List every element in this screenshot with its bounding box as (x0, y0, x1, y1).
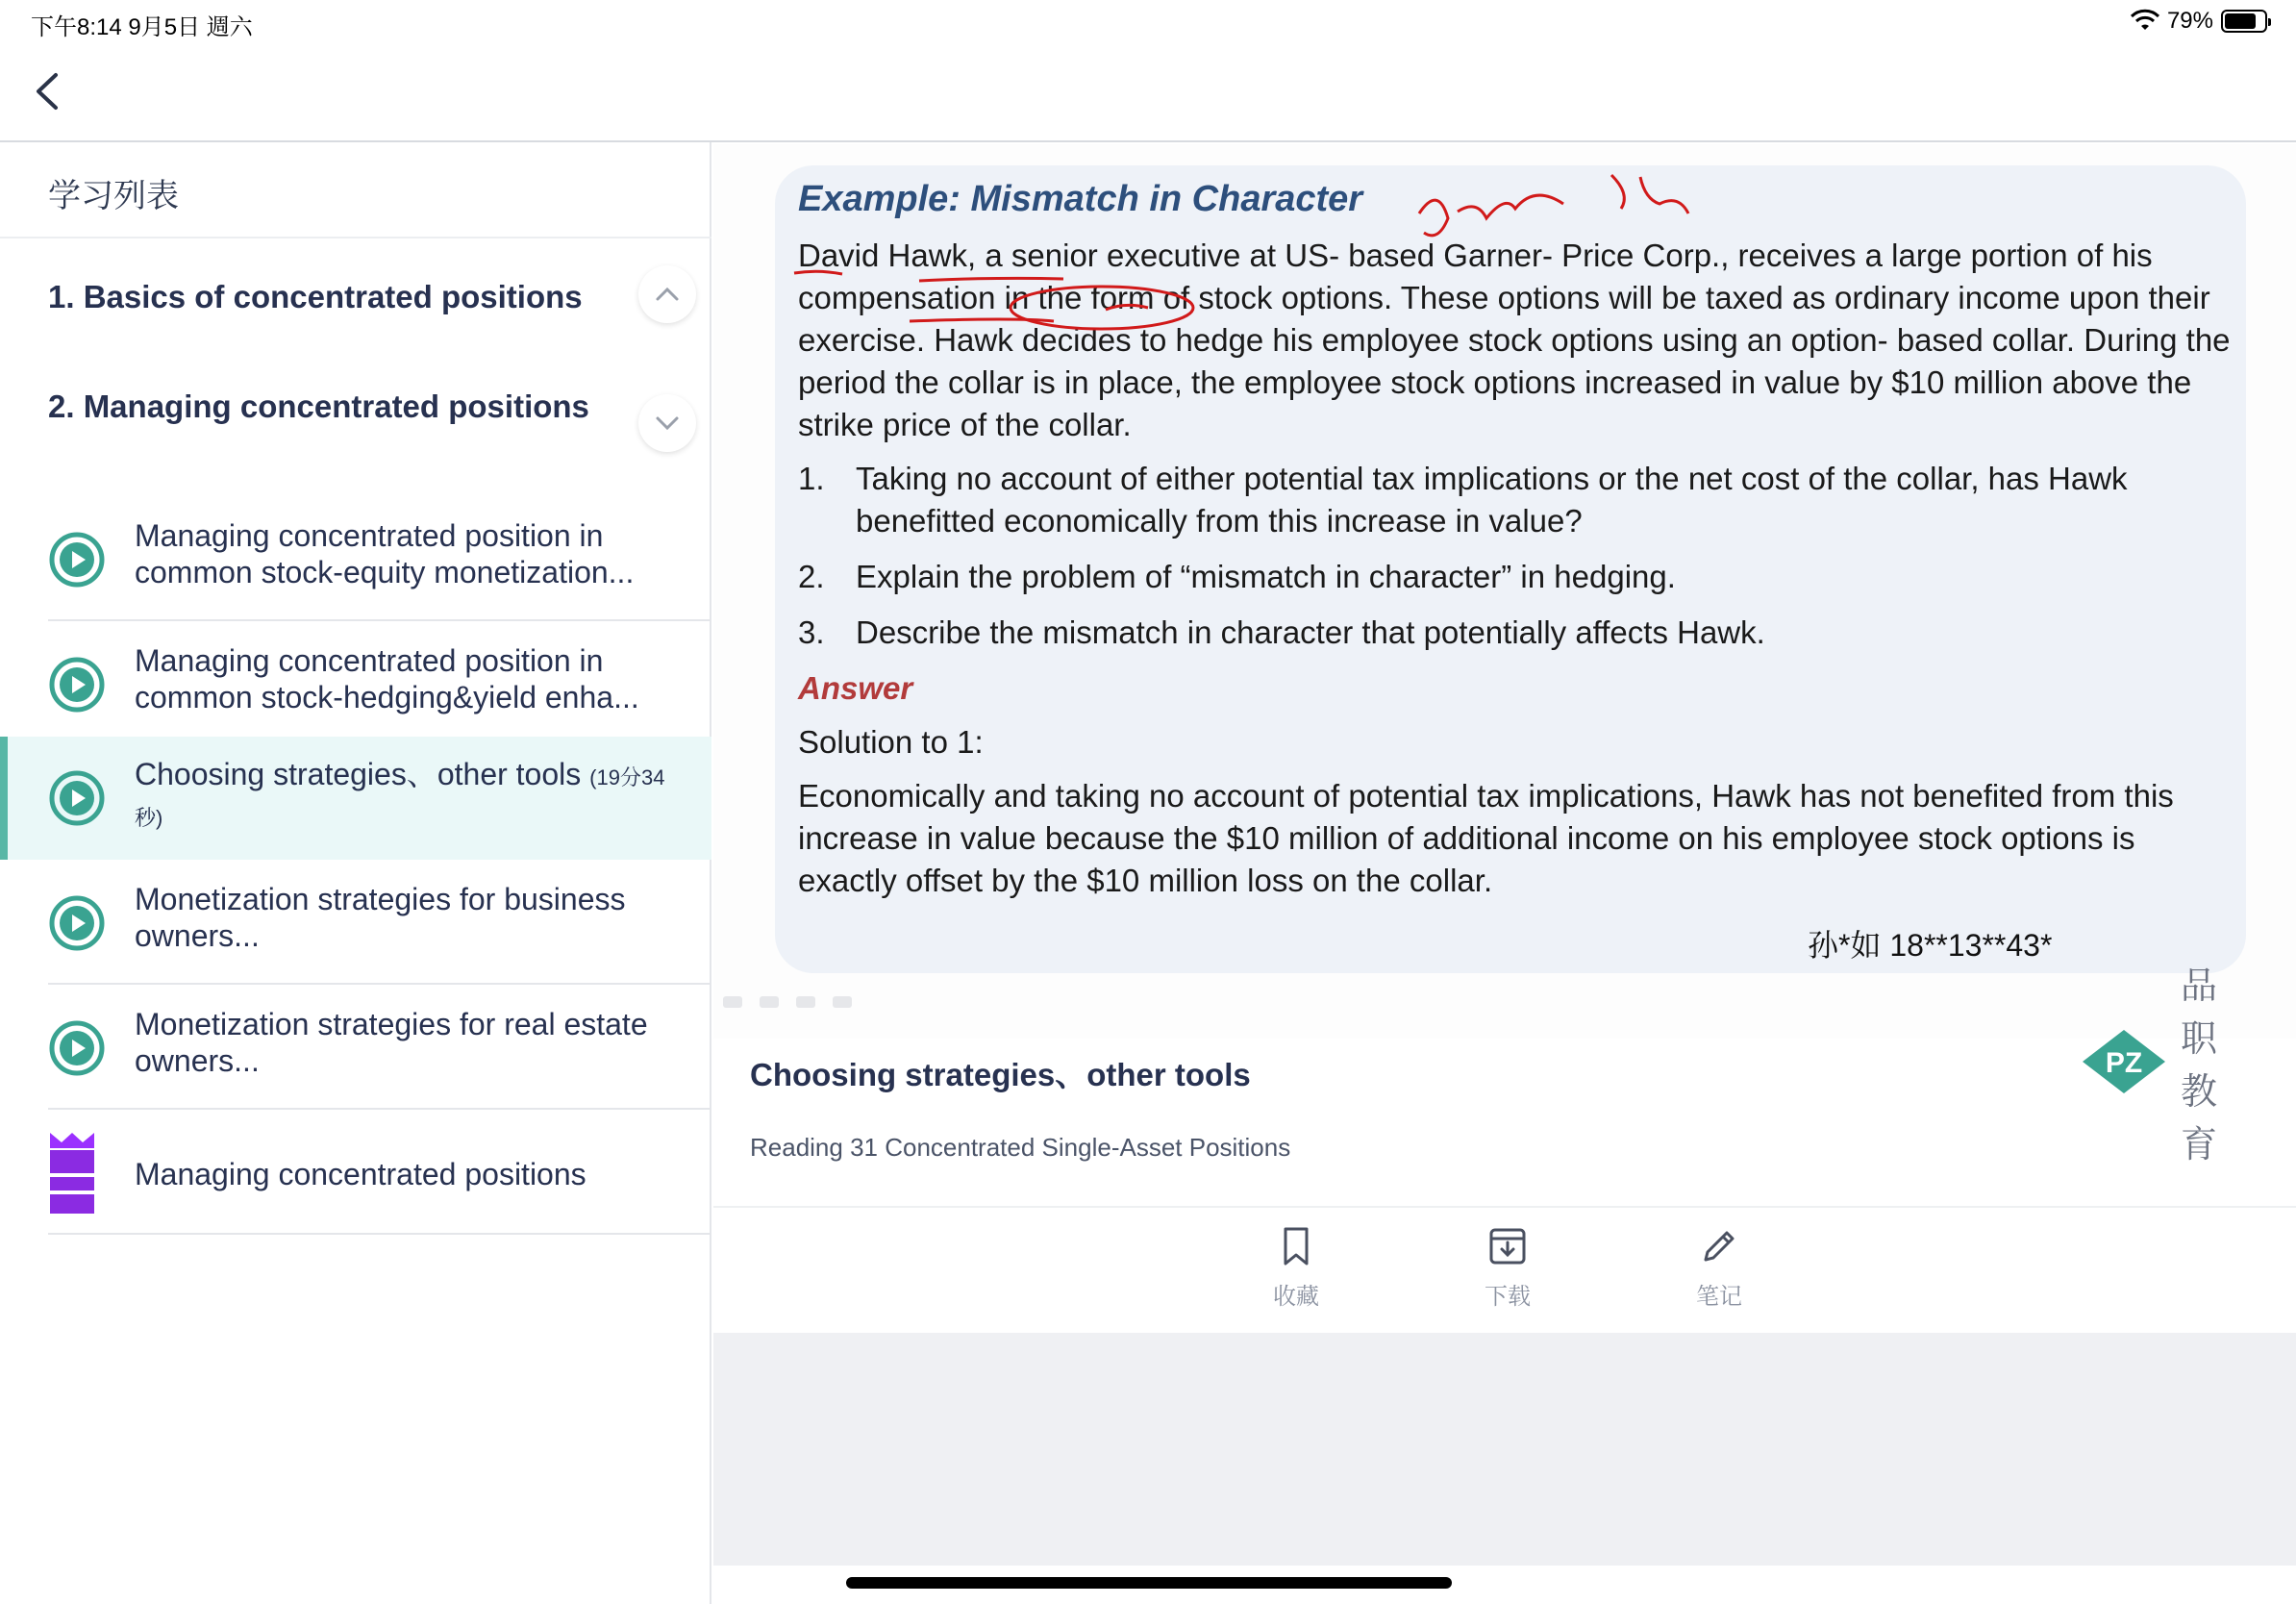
bookmark-icon (1275, 1225, 1317, 1267)
status-right (2131, 8, 2267, 35)
control-icon[interactable] (833, 996, 852, 1008)
action-bar (713, 1208, 2296, 1333)
lesson-duration: (19分34秒) (135, 765, 665, 830)
solution-text: Economically and taking no account of potential tax implications, Hawk has not benefited from this increase in value because the $10 million of additional income on his employee stock options is exactly offset by the $10 million loss on the collar. (798, 778, 2174, 898)
control-icon[interactable] (723, 996, 742, 1008)
lesson-info-title: Choosing strategies、other tools (750, 1057, 1251, 1092)
question-text: Describe the mismatch in character that potentially affects Hawk. (856, 614, 1765, 650)
lesson-item[interactable] (0, 623, 711, 746)
download-button[interactable] (1450, 1225, 1565, 1311)
lesson-item-active[interactable] (0, 737, 711, 860)
lesson-title: Monetization strategies for real estate owners... (135, 1007, 648, 1078)
home-indicator[interactable] (846, 1577, 1452, 1589)
svg-text:PZ: PZ (2105, 1047, 2143, 1079)
question-text: Taking no account of either potential tax implications or the net cost of the collar, has Hawk benefitted economically from this increase in value? (856, 461, 2128, 539)
chapter-2-title[interactable]: 2. Managing concentrated positions (48, 388, 589, 424)
solution-label: Solution to 1: (798, 724, 984, 760)
action-label: 笔记 (1696, 1284, 1742, 1310)
divider (0, 237, 711, 238)
slide-paragraph: David Hawk, a senior executive at US- based Garner- Price Corp., receives a large portion of his compensation in the form of stock options. These options will be taxed as ordinary income upon their exercise. Hawk decides to hedge his employee stock options using an option- based collar. During the period the collar is in place, the employee stock options increased in value by $10 million above the strike price of the collar. (798, 238, 2231, 442)
question-text: Explain the problem of “mismatch in character” in hedging. (856, 559, 1676, 594)
sidebar-title: 学习列表 (48, 178, 179, 214)
favorite-button[interactable] (1238, 1225, 1354, 1311)
download-icon (1486, 1225, 1529, 1267)
question-number: 2. (798, 559, 825, 594)
play-circle-icon (48, 894, 106, 952)
nav-bar (0, 44, 2296, 142)
answer-label: Answer (798, 670, 913, 706)
player-controls (723, 996, 852, 1008)
slide-title: Example: Mismatch in Character (798, 179, 1363, 219)
question-list (798, 458, 2231, 654)
lesson-title: Managing concentrated positions (135, 1157, 586, 1191)
battery-percent: 79% (2166, 8, 2213, 34)
question-number: 3. (798, 614, 825, 650)
battery-icon (2221, 10, 2267, 33)
lesson-title: Monetization strategies for business owners... (135, 882, 626, 953)
control-icon[interactable] (796, 996, 815, 1008)
lesson-title: Managing concentrated position in common stock-hedging&yield enha... (135, 643, 639, 714)
action-label: 下载 (1485, 1284, 1531, 1310)
chevron-down-icon[interactable] (638, 394, 696, 452)
pencil-icon (1698, 1225, 1740, 1267)
question-item (798, 458, 2231, 542)
divider (48, 619, 711, 621)
question-item (798, 556, 2231, 598)
lesson-info-subtitle: Reading 31 Concentrated Single-Asset Positions (750, 1133, 1291, 1162)
divider (48, 1108, 711, 1110)
study-list-sidebar (0, 142, 711, 1604)
play-circle-icon (48, 1019, 106, 1077)
divider (48, 1233, 711, 1235)
status-bar (0, 0, 2296, 44)
lesson-item[interactable] (0, 862, 711, 985)
play-circle-icon (48, 769, 106, 827)
play-circle-icon (48, 656, 106, 714)
quiz-book-icon (48, 1131, 96, 1216)
question-number: 1. (798, 461, 825, 496)
note-button[interactable] (1661, 1225, 1777, 1311)
empty-panel (713, 1333, 2296, 1566)
lesson-item[interactable] (0, 987, 711, 1110)
lesson-item[interactable] (0, 498, 711, 621)
lesson-title-text: Choosing strategies、other tools (135, 757, 582, 791)
action-label: 收藏 (1273, 1284, 1319, 1310)
brand-watermark (2081, 956, 2246, 1167)
lesson-item[interactable] (0, 1112, 711, 1235)
question-item (798, 612, 2231, 654)
status-time: 下午8:14 9月5日 週六 (31, 14, 253, 40)
chevron-left-icon[interactable] (27, 65, 75, 117)
user-watermark: 孙*如 18**13**43* (1808, 928, 2053, 963)
chevron-up-icon[interactable] (638, 265, 696, 323)
play-circle-icon (48, 531, 106, 589)
battery-fill (2225, 13, 2256, 29)
divider (48, 983, 711, 985)
brand-name: 品职教育 (2181, 966, 2220, 1165)
chapter-1-title[interactable]: 1. Basics of concentrated positions (48, 279, 583, 314)
lesson-title (135, 756, 673, 837)
lesson-title: Managing concentrated position in common stock-equity monetization... (135, 518, 635, 589)
wifi-icon (2131, 11, 2159, 32)
brand-logo-icon (2081, 1028, 2167, 1095)
slide-body (798, 235, 2231, 914)
control-icon[interactable] (760, 996, 779, 1008)
